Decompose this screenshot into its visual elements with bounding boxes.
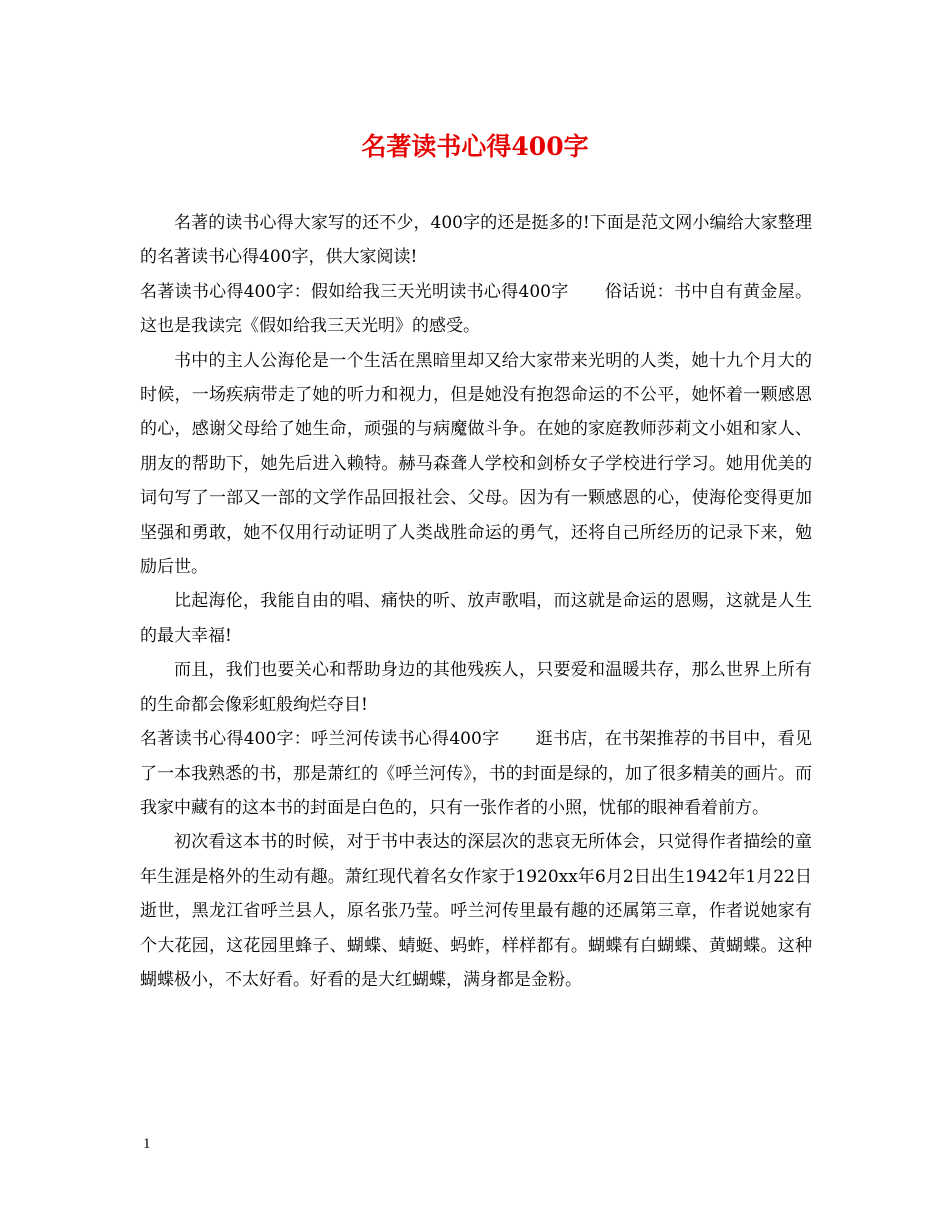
paragraph-care (140, 653, 812, 722)
paragraph-text: 比起海伦，我能自由的唱、痛快的听、放声歌唱，而这就是命运的恩赐，这就是人生的最大幸福! (140, 591, 812, 646)
paragraph-helen-story (140, 344, 812, 585)
paragraph-section-2-start (140, 722, 812, 825)
paragraph-text: 而且，我们也要关心和帮助身边的其他残疾人，只要爱和温暖共存，那么世界上所有的生命都会像彩虹般绚烂夺目! (140, 660, 812, 715)
page-number: 1 (143, 1136, 151, 1152)
document-body (140, 206, 812, 997)
paragraph-text: 书中的主人公海伦是一个生活在黑暗里却又给大家带来光明的人类，她十九个月大的时候，一场疾病带走了她的听力和视力，但是她没有抱怨命运的不公平，她怀着一颗感恩的心，感谢父母给了她生命，顽强的与病魔做斗争。在她的家庭教师莎莉文小姐和家人、朋友的帮助下，她先后进入赖特。赫马森聋人学校和剑桥女子学校进行学习。她用优美的词句写了一部又一部的文学作品回报社会、父母。因为有一颗感恩的心，使海伦变得更加坚强和勇敢，她不仅用行动证明了人类战胜命运的勇气，还将自己所经历的记录下来，勉励后世。 (140, 350, 812, 578)
paragraph-text: 逛书店，在书架推荐的书目中，看见了一本我熟悉的书，那是萧红的《呼兰河传》，书的封面是绿的，加了很多精美的画片。而我家中藏有的这本书的封面是白色的，只有一张作者的小照，忧郁的眼神看着前方。 (140, 729, 812, 818)
section-heading: 名著读书心得400字：假如给我三天光明读书心得400字 (140, 281, 569, 302)
section-heading: 名著读书心得400字：呼兰河传读书心得400字 (140, 729, 500, 750)
paragraph-compare (140, 584, 812, 653)
paragraph-first-read (140, 825, 812, 997)
document-title: 名著读书心得400字 (361, 132, 589, 161)
paragraph-text: 初次看这本书的时候，对于书中表达的深层次的悲哀无所体会，只觉得作者描绘的童年生涯是格外的生动有趣。萧红现代着名女作家于1920xx年6月2日出生1942年1月22日逝世，黑龙江省呼兰县人，原名张乃莹。呼兰河传里最有趣的还属第三章，作者说她家有个大花园，这花园里蜂子、蝴蝶、蜻蜓、蚂蚱，样样都有。蝴蝶有白蝴蝶、黄蝴蝶。这种蝴蝶极小，不太好看。好看的是大红蝴蝶，满身都是金粉。 (140, 832, 812, 990)
paragraph-text: 名著的读书心得大家写的还不少，400字的还是挺多的!下面是范文网小编给大家整理的名著读书心得400字，供大家阅读! (140, 213, 812, 268)
paragraph-section-1-start (140, 275, 812, 344)
paragraph-text: 俗话说：书中自有黄金屋。这也是我读完《假如给我三天光明》的感受。 (140, 281, 812, 337)
paragraph-intro (140, 206, 812, 275)
